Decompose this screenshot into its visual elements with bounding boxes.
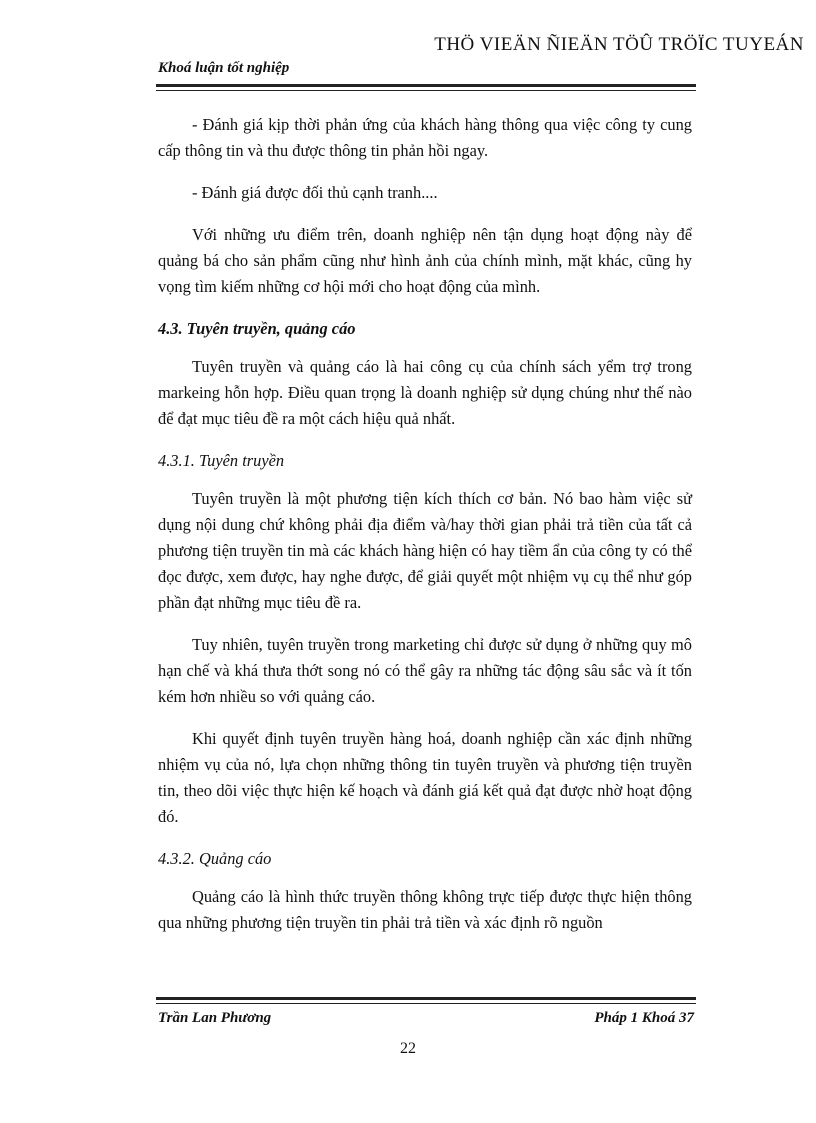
header-title: Khoá luận tốt nghiệp bbox=[158, 60, 290, 76]
header-rule-thin bbox=[156, 90, 696, 91]
paragraph: Quảng cáo là hình thức truyền thông không trực tiếp được thực hiện thông qua những phương tiện truyền tin phải trả tiền và xác định rõ nguồn bbox=[158, 887, 692, 932]
bullet-paragraph: - Đánh giá được đối thủ cạnh tranh.... bbox=[192, 183, 438, 202]
paragraph: Khi quyết định tuyên truyền hàng hoá, doanh nghiệp cần xác định những nhiệm vụ của nó, lựa chọn những thông tin tuyên truyền và phương tiện truyền tin, theo dõi việc thực hiện kế hoạch và đánh giá kết quả đạt được nhờ hoạt động đó. bbox=[158, 729, 692, 826]
page-content bbox=[158, 112, 692, 952]
section-heading: 4.3. Tuyên truyền, quảng cáo bbox=[158, 319, 356, 338]
footer-rule-thick bbox=[156, 997, 696, 1000]
paragraph: Tuyên truyền và quảng cáo là hai công cụ của chính sách yểm trợ trong markeing hỗn hợp. Điều quan trọng là doanh nghiệp sử dụng chúng như thế nào để đạt mục tiêu đề ra một cách hiệu quả nhất. bbox=[158, 357, 692, 428]
footer-rule-thin bbox=[156, 1003, 696, 1004]
page-number: 22 bbox=[400, 1040, 416, 1057]
paragraph: Tuy nhiên, tuyên truyền trong marketing chỉ được sử dụng ở những quy mô hạn chế và khá thưa thớt song nó có thể gây ra những tác động sâu sắc và ít tốn kém hơn nhiều so với quảng cáo. bbox=[158, 635, 692, 706]
bullet-paragraph: - Đánh giá kịp thời phản ứng của khách hàng thông qua việc công ty cung cấp thông tin và thu được thông tin phản hồi ngay. bbox=[158, 115, 692, 160]
paragraph: Tuyên truyền là một phương tiện kích thích cơ bản. Nó bao hàm việc sử dụng nội dung chứ không phải địa điểm và/hay thời gian phải trả tiền của tất cả phương tiện truyền tin mà các khách hàng hiện có hay tiềm ẩn của công ty có thể đọc được, xem được, hay nghe được, để giải quyết một nhiệm vụ cụ thể như góp phần đạt những mục tiêu đề ra. bbox=[158, 489, 692, 612]
subsection-heading: 4.3.1. Tuyên truyền bbox=[158, 451, 285, 470]
header-rule-thick bbox=[156, 84, 696, 87]
library-watermark: THÖ VIEÄN ÑIEÄN TÖÛ TRÖÏC TUYEÁN bbox=[434, 34, 804, 55]
subsection-heading: 4.3.2. Quảng cáo bbox=[158, 849, 272, 868]
paragraph: Với những ưu điểm trên, doanh nghiệp nên tận dụng hoạt động này để quảng bá cho sản phẩm cũng như hình ảnh của chính mình, mặt khác, cũng hy vọng tìm kiếm những cơ hội mới cho hoạt động của mình. bbox=[158, 225, 692, 296]
footer-class: Pháp 1 Khoá 37 bbox=[594, 1010, 694, 1026]
footer-author: Trần Lan Phương bbox=[158, 1010, 272, 1026]
